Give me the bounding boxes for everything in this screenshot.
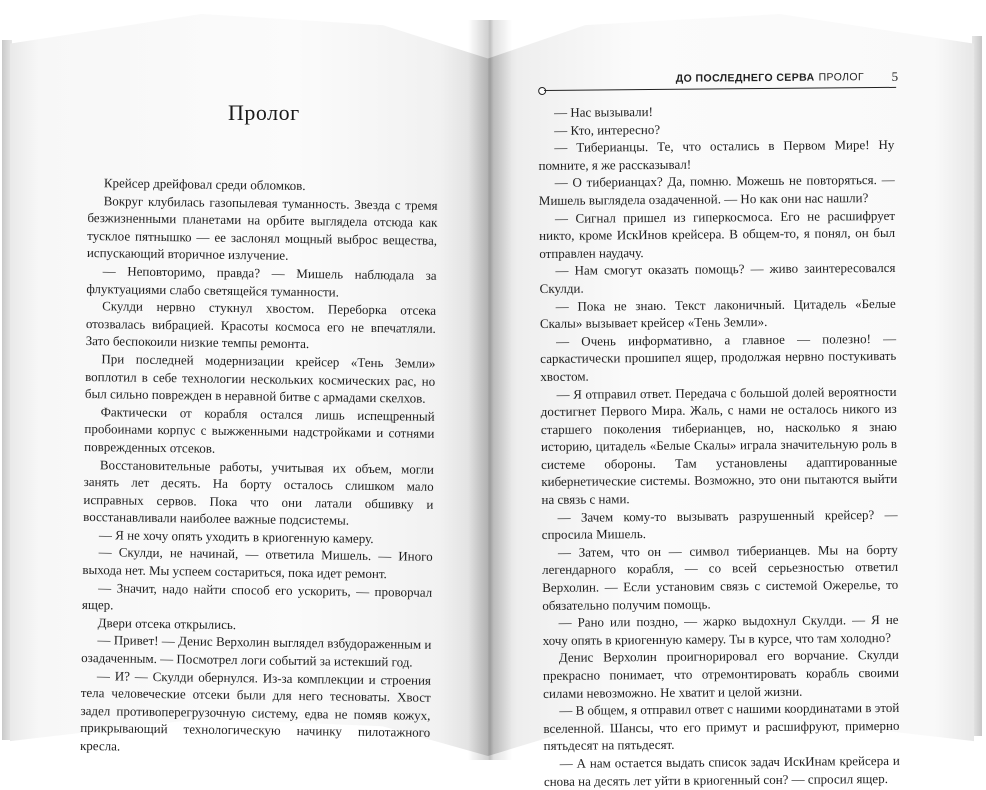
- header-title: [676, 71, 864, 85]
- paragraph: — Затем, что он — символ тиберианцев. Мы на борту легендарного корабля, — со всей серьезностью ответил Верхолин. — Если установим связь с системой Ожерелье, то обязательно получим помощь.: [542, 541, 899, 613]
- paragraph: — Очень информативно, а главное — полезно! — саркастически прошипел ящер, продолжая нервно постукивать хвостом.: [540, 330, 897, 384]
- book-gutter: [468, 20, 512, 760]
- running-header: [538, 69, 904, 92]
- book-title: ДО ПОСЛЕДНЕГО СЕРВА: [675, 71, 815, 85]
- paragraph: — Пока не знаю. Текст лаконичный. Цитадель «Белые Скалы» вызывает крейсер «Тень Земли».: [539, 295, 896, 332]
- paragraph: — И? — Скулди обернулся. Из-за комплекции и строения тела человеческие отсеки были для него тесноваты. Хвост задел противоперегрузочную систему, едва не помяв кожух, прикрывающий технологическую начинку пилотажного кресла.: [79, 667, 432, 754]
- paragraph: Фактически от корабля остался лишь испещренный пробоинами корпус с выжженными надстройками и сотнями поврежденных отсеков.: [84, 403, 435, 456]
- paragraph: — Кто, интересно?: [554, 121, 661, 138]
- paragraph: Крейсер дрейфовал среди обломков.: [103, 175, 306, 194]
- paragraph: — Тиберианцы. Те, что остались в Первом Мире! Ну помните, я же рассказывал!: [538, 137, 895, 173]
- paragraph: — Значит, надо найти способ его ускорить, — проворчал ящер.: [81, 579, 433, 613]
- paragraph: Восстановительные работы, учитывая их объем, могли занять лет десять. На борту осталось слишком мало исправных сервов. Пока что они латали обшивку и восстанавливали наиболее важные подсистемы.: [83, 456, 435, 528]
- paragraph: — О тиберианцах? Да, помню. Можешь не повторяться. — Мишель выглядела озадаченной. — Но как они нас нашли?: [538, 172, 895, 208]
- paragraph: — Рано или поздно, — жарко выдохнул Скулди. — Я не хочу опять в криогенную камеру. Ты в курсе, что там холодно?: [542, 612, 899, 648]
- paragraph: — Я не хочу опять уходить в криогенную камеру.: [98, 527, 374, 546]
- page-number: 5: [891, 68, 899, 84]
- paragraph: Скулди нервно стукнул хвостом. Переборка отсека отозвалась вибрацией. Красоты космоса его не впечатляли. Зато беспокоили низкие темпы ремонта.: [85, 298, 437, 352]
- paragraph: — А нам остается выдать список задач ИскИнам крейсера и снова на десять лет уйти в криогенный сон? — спросил ящер.: [543, 752, 900, 789]
- paragraph: — Я отправил ответ. Передача с большой долей вероятности достигнет Первого Мира. Жаль, с нами не осталось никого из старшего поколения тиберианцев, но, насколько я знаю историю, цитадель «Белые Скалы» играла значительную роль в системе обороны. Там установлены адаптированные кибернетические системы. Возможно, это они пытаются выйти на связь с нами.: [540, 383, 898, 508]
- paragraph: — Сигнал пришел из гиперкосмоса. Его не расшифрует никто, кроме ИскИнов крейсера. В общем-то, я понял, он был отправлен наудачу.: [539, 207, 896, 261]
- chapter-title: Пролог: [228, 100, 300, 125]
- paragraph: — Нам смогут оказать помощь? — живо заинтересовался Скулди.: [539, 260, 896, 296]
- paragraph: — Неповторимо, правда? — Мишель наблюдала за флуктуациями слабо светящейся туманности.: [86, 263, 437, 300]
- right-page-text: [538, 101, 900, 790]
- paragraph: При последней модернизации крейсер «Тень Земли» воплотил в себе технологии нескольких космических рас, но был сильно поврежден в неравной битве с армадами скелхов.: [84, 351, 436, 406]
- paragraph: — Привет! — Денис Верхолин выглядел взбудораженным и озадаченным. — Посмотрел логи событий за истекший год.: [81, 632, 432, 670]
- section-title: ПРОЛОГ: [818, 71, 865, 84]
- paragraph: Вокруг клубилась газопылевая туманность. Звезда с тремя безжизненными планетами на орбите выглядела отсюда как тусклое пятнышко — ее заслонял мощный выброс вещества, испускающий вторичное излучение.: [86, 192, 438, 264]
- paragraph: — Скулди, не начинай, — ответила Мишель. — Иного выхода нет. Мы успеем состариться, пока идет ремонт.: [82, 544, 433, 582]
- header-ornament-dot: [538, 87, 546, 95]
- paragraph: — Зачем кому-то вызывать разрушенный крейсер? — спросила Мишель.: [541, 506, 898, 543]
- paragraph: Двери отсека открылись.: [97, 615, 237, 632]
- paragraph: Денис Верхолин проигнорировал его ворчание. Скулди прекрасно понимает, что отремонтировать корабль своими силами невозможно. Не хватит и целой жизни.: [542, 647, 900, 701]
- paragraph: — Нас вызывали!: [554, 103, 653, 120]
- paragraph: — В общем, я отправил ответ с нашими координатами в этой вселенной. Шансы, что его примут и расшифруют, примерно пятьдесят на пятьдесят.: [543, 700, 900, 754]
- left-page-text: [80, 174, 438, 759]
